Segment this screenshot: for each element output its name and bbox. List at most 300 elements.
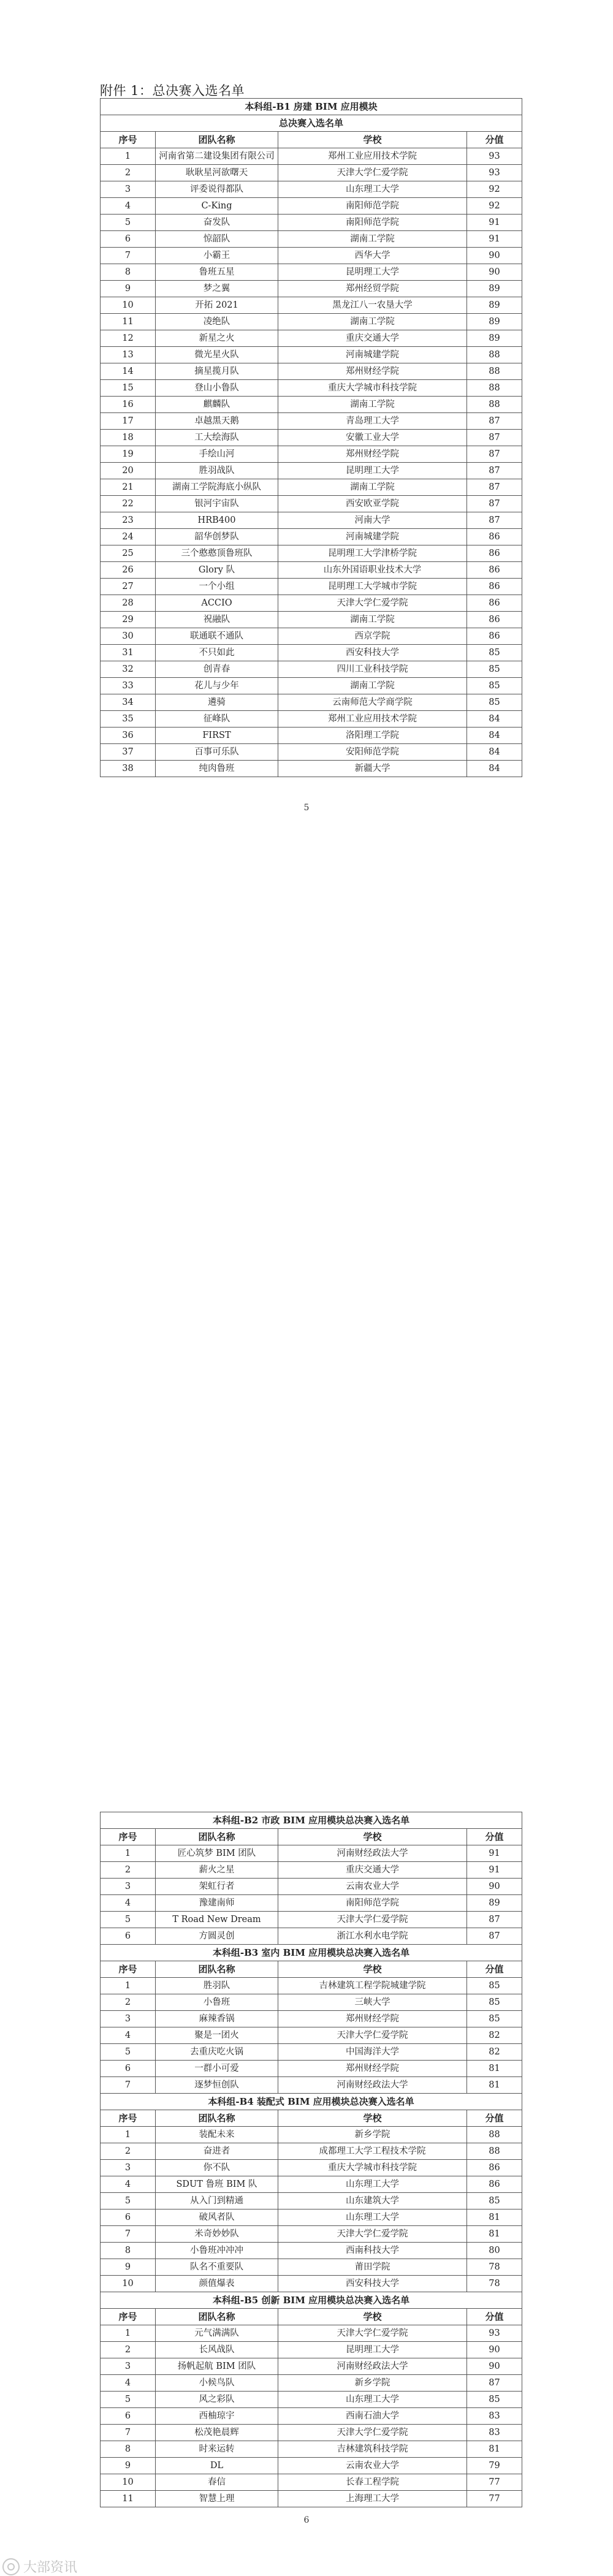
rank-cell: 5 (101, 2392, 156, 2408)
team-name-cell: 纯肉鲁班 (156, 761, 278, 777)
school-cell: 南阳师范学院 (278, 215, 467, 231)
school-cell: 山东理工大学 (278, 2176, 467, 2193)
table-row (101, 330, 522, 347)
school-cell: 重庆大学城市科技学院 (278, 380, 467, 397)
column-header-no: 序号 (101, 2309, 156, 2325)
school-cell: 西安科技大学 (278, 2276, 467, 2292)
score-cell: 84 (467, 711, 522, 728)
score-cell: 87 (467, 1928, 522, 1945)
team-name-cell: 西柚琼宇 (156, 2408, 278, 2425)
table-row (101, 612, 522, 628)
column-header-school: 学校 (278, 2110, 467, 2127)
attachment-title: 附件 1：总决赛入选名单 (100, 83, 245, 98)
school-cell: 郑州财经学院 (278, 446, 467, 463)
column-header-score: 分值 (467, 1961, 522, 1978)
team-name-cell: 联通联不通队 (156, 628, 278, 645)
rank-cell: 6 (101, 2408, 156, 2425)
table-row (101, 2425, 522, 2441)
table-row (101, 628, 522, 645)
table-row (101, 2474, 522, 2491)
team-name-cell: 遴骑 (156, 694, 278, 711)
rank-cell: 20 (101, 463, 156, 479)
table-row (101, 148, 522, 165)
table-row (101, 728, 522, 744)
page-6 (0, 852, 613, 2575)
school-cell: 天津大学仁爱学院 (278, 1912, 467, 1928)
rank-cell: 5 (101, 215, 156, 231)
school-cell: 湖南工学院 (278, 397, 467, 413)
school-cell: 浙江水利水电学院 (278, 1928, 467, 1945)
team-name-cell: 百事可乐队 (156, 744, 278, 761)
rank-cell: 9 (101, 2458, 156, 2474)
table-row (101, 595, 522, 612)
team-name-cell: 你不队 (156, 2160, 278, 2176)
table-row (101, 1994, 522, 2011)
team-name-cell: C-King (156, 198, 278, 215)
school-cell: 郑州财经学院 (278, 2011, 467, 2027)
team-name-cell: 三个憨憨顶鲁班队 (156, 545, 278, 562)
rank-cell: 3 (101, 2358, 156, 2375)
rank-cell: 17 (101, 413, 156, 430)
team-name-cell: 耿耿星河欲曙天 (156, 165, 278, 181)
team-name-cell: 一群小可爱 (156, 2061, 278, 2077)
team-name-cell: 麻辣香锅 (156, 2011, 278, 2027)
score-cell: 93 (467, 148, 522, 165)
team-name-cell: Glory 队 (156, 562, 278, 579)
school-cell: 天津大学仁爱学院 (278, 2027, 467, 2044)
column-header-no: 序号 (101, 132, 156, 148)
school-cell: 河南财经政法大学 (278, 1845, 467, 1862)
score-cell: 89 (467, 297, 522, 314)
team-name-cell: 开拓 2021 (156, 297, 278, 314)
school-cell: 西南科技大学 (278, 2243, 467, 2259)
team-name-cell: SDUT 鲁班 BIM 队 (156, 2176, 278, 2193)
team-name-cell: 米奇妙妙队 (156, 2226, 278, 2243)
rank-cell: 5 (101, 2193, 156, 2209)
rank-cell: 8 (101, 264, 156, 281)
table-row (101, 496, 522, 512)
team-name-cell: 鲁班五星 (156, 264, 278, 281)
team-name-cell: 扬帆起航 BIM 团队 (156, 2358, 278, 2375)
team-name-cell: 微光星火队 (156, 347, 278, 363)
score-cell: 92 (467, 181, 522, 198)
table-row (101, 413, 522, 430)
column-header-no: 序号 (101, 1829, 156, 1845)
score-cell: 81 (467, 2061, 522, 2077)
rank-cell: 1 (101, 1978, 156, 1994)
table-row (101, 711, 522, 728)
rank-cell: 3 (101, 181, 156, 198)
section-title: 本科组-B3 室内 BIM 应用模块总决赛入选名单 (101, 1945, 522, 1961)
section-title: 本科组-B4 装配式 BIM 应用模块总决赛入选名单 (101, 2094, 522, 2110)
team-name-cell: 胜羽队 (156, 1978, 278, 1994)
team-name-cell: HRB400 (156, 512, 278, 529)
score-cell: 83 (467, 2408, 522, 2425)
team-name-cell: 凌绝队 (156, 314, 278, 330)
section-title-row (101, 1812, 522, 1829)
school-cell: 西南石油大学 (278, 2408, 467, 2425)
table-row (101, 231, 522, 248)
school-cell: 郑州工业应用技术学院 (278, 148, 467, 165)
column-header-score: 分值 (467, 1829, 522, 1845)
column-header-score: 分值 (467, 2110, 522, 2127)
rank-cell: 13 (101, 347, 156, 363)
rank-cell: 26 (101, 562, 156, 579)
team-name-cell: 不只如此 (156, 645, 278, 661)
rank-cell: 4 (101, 2375, 156, 2392)
table-row (101, 165, 522, 181)
score-cell: 86 (467, 2176, 522, 2193)
score-cell: 87 (467, 446, 522, 463)
score-cell: 89 (467, 330, 522, 347)
school-cell: 昆明理工大学城市学院 (278, 579, 467, 595)
table-row (101, 446, 522, 463)
school-cell: 湖南工学院 (278, 314, 467, 330)
team-name-cell: 登山小鲁队 (156, 380, 278, 397)
rank-cell: 8 (101, 2441, 156, 2458)
section-title-row (101, 1945, 522, 1961)
rank-cell: 3 (101, 1879, 156, 1895)
school-cell: 昆明理工大学 (278, 463, 467, 479)
school-cell: 西京学院 (278, 628, 467, 645)
rank-cell: 3 (101, 2011, 156, 2027)
score-cell: 87 (467, 512, 522, 529)
rank-cell: 31 (101, 645, 156, 661)
school-cell: 中国海洋大学 (278, 2044, 467, 2061)
table-row (101, 1895, 522, 1912)
table-row (101, 264, 522, 281)
score-cell: 81 (467, 2226, 522, 2243)
team-name-cell: 评委说得都队 (156, 181, 278, 198)
section-title-row (101, 2292, 522, 2309)
table-row (101, 645, 522, 661)
rank-cell: 4 (101, 198, 156, 215)
table-row (101, 562, 522, 579)
rank-cell: 2 (101, 2342, 156, 2358)
team-name-cell: 方圆灵创 (156, 1928, 278, 1945)
score-cell: 85 (467, 2011, 522, 2027)
score-cell: 90 (467, 2342, 522, 2358)
table-row (101, 661, 522, 678)
team-name-cell: 新星之火 (156, 330, 278, 347)
column-header-score: 分值 (467, 132, 522, 148)
column-header-no: 序号 (101, 1961, 156, 1978)
table-row (101, 347, 522, 363)
score-cell: 87 (467, 463, 522, 479)
rank-cell: 7 (101, 2226, 156, 2243)
school-cell: 西华大学 (278, 248, 467, 264)
watermark (2, 2557, 77, 2576)
school-cell: 西安科技大学 (278, 645, 467, 661)
school-cell: 山东理工大学 (278, 181, 467, 198)
rank-cell: 5 (101, 2044, 156, 2061)
team-name-cell: T Road New Dream (156, 1912, 278, 1928)
school-cell: 重庆交通大学 (278, 1862, 467, 1879)
table-row (101, 198, 522, 215)
team-name-cell: 梦之翼 (156, 281, 278, 297)
score-cell: 86 (467, 562, 522, 579)
page-5 (0, 0, 613, 852)
school-cell: 河南城建学院 (278, 347, 467, 363)
school-cell: 河南财经政法大学 (278, 2358, 467, 2375)
table-row (101, 694, 522, 711)
score-cell: 82 (467, 2044, 522, 2061)
school-cell: 山东建筑大学 (278, 2193, 467, 2209)
school-cell: 重庆交通大学 (278, 330, 467, 347)
team-name-cell: 卓越黑天鹅 (156, 413, 278, 430)
team-name-cell: FIRST (156, 728, 278, 744)
table-row (101, 1845, 522, 1862)
score-cell: 85 (467, 645, 522, 661)
team-name-cell: 装配未来 (156, 2127, 278, 2143)
rank-cell: 36 (101, 728, 156, 744)
score-cell: 84 (467, 761, 522, 777)
team-name-cell: 小候鸟队 (156, 2375, 278, 2392)
table-row (101, 2209, 522, 2226)
school-cell: 湖南工学院 (278, 678, 467, 694)
team-name-cell: 花儿与少年 (156, 678, 278, 694)
rank-cell: 30 (101, 628, 156, 645)
table-row (101, 2259, 522, 2276)
score-cell: 77 (467, 2474, 522, 2491)
team-name-cell: 聚是一团火 (156, 2027, 278, 2044)
school-cell: 莆田学院 (278, 2259, 467, 2276)
score-cell: 88 (467, 347, 522, 363)
table-row (101, 363, 522, 380)
school-cell: 天津大学仁爱学院 (278, 595, 467, 612)
table-row (101, 1928, 522, 1945)
score-cell: 88 (467, 2127, 522, 2143)
table-row (101, 2358, 522, 2375)
rank-cell: 10 (101, 2474, 156, 2491)
table-row (101, 2160, 522, 2176)
table-row (101, 761, 522, 777)
rank-cell: 38 (101, 761, 156, 777)
team-name-cell: 征峰队 (156, 711, 278, 728)
score-cell: 90 (467, 264, 522, 281)
team-name-cell: 匠心筑梦 BIM 团队 (156, 1845, 278, 1862)
table-row (101, 529, 522, 545)
score-cell: 87 (467, 496, 522, 512)
score-cell: 88 (467, 397, 522, 413)
rank-cell: 1 (101, 2325, 156, 2342)
school-cell: 新乡学院 (278, 2375, 467, 2392)
table-row (101, 380, 522, 397)
score-cell: 89 (467, 314, 522, 330)
rank-cell: 9 (101, 2259, 156, 2276)
rank-cell: 33 (101, 678, 156, 694)
score-cell: 86 (467, 628, 522, 645)
team-name-cell: DL (156, 2458, 278, 2474)
score-cell: 90 (467, 1879, 522, 1895)
table-row (101, 579, 522, 595)
column-header-team: 团队名称 (156, 2309, 278, 2325)
rank-cell: 2 (101, 2143, 156, 2160)
team-name-cell: 奋发队 (156, 215, 278, 231)
table-row (101, 2226, 522, 2243)
table-row (101, 297, 522, 314)
table-row (101, 2143, 522, 2160)
table-row (101, 215, 522, 231)
column-header-school: 学校 (278, 1829, 467, 1845)
school-cell: 河南城建学院 (278, 529, 467, 545)
team-name-cell: 摘星揽月队 (156, 363, 278, 380)
rank-cell: 29 (101, 612, 156, 628)
rank-cell: 19 (101, 446, 156, 463)
section-subtitle-row (101, 115, 522, 132)
table-row (101, 545, 522, 562)
school-cell: 云南农业大学 (278, 2458, 467, 2474)
team-name-cell: 颜值爆表 (156, 2276, 278, 2292)
rank-cell: 10 (101, 2276, 156, 2292)
score-cell: 82 (467, 2027, 522, 2044)
score-cell: 87 (467, 479, 522, 496)
school-cell: 重庆大学城市科技学院 (278, 2160, 467, 2176)
team-name-cell: 一个小组 (156, 579, 278, 595)
score-cell: 93 (467, 165, 522, 181)
school-cell: 四川工业科技学院 (278, 661, 467, 678)
section-title: 本科组-B1 房建 BIM 应用模块 (101, 99, 522, 115)
rank-cell: 11 (101, 2491, 156, 2507)
score-cell: 81 (467, 2077, 522, 2094)
table-row (101, 2027, 522, 2044)
table-row (101, 2325, 522, 2342)
table-row (101, 2342, 522, 2358)
score-cell: 85 (467, 2193, 522, 2209)
table-row (101, 1879, 522, 1895)
score-cell: 85 (467, 2392, 522, 2408)
rank-cell: 14 (101, 363, 156, 380)
rank-cell: 34 (101, 694, 156, 711)
team-name-cell: 手绘山河 (156, 446, 278, 463)
score-cell: 85 (467, 1978, 522, 1994)
school-cell: 吉林建筑科技学院 (278, 2441, 467, 2458)
column-header-team: 团队名称 (156, 2110, 278, 2127)
score-cell: 78 (467, 2276, 522, 2292)
table-row (101, 1912, 522, 1928)
school-cell: 云南师范大学商学院 (278, 694, 467, 711)
school-cell: 成都理工大学工程技术学院 (278, 2143, 467, 2160)
table-row (101, 2408, 522, 2425)
school-cell: 山东理工大学 (278, 2209, 467, 2226)
rank-cell: 6 (101, 1928, 156, 1945)
score-cell: 86 (467, 595, 522, 612)
section-title: 本科组-B2 市政 BIM 应用模块总决赛入选名单 (101, 1812, 522, 1829)
table-row (101, 2193, 522, 2209)
b1-table (100, 98, 522, 777)
school-cell: 郑州财经学院 (278, 2061, 467, 2077)
score-cell: 88 (467, 380, 522, 397)
team-name-cell: 春信 (156, 2474, 278, 2491)
team-name-cell: 长风战队 (156, 2342, 278, 2358)
table-row (101, 678, 522, 694)
school-cell: 上海理工大学 (278, 2491, 467, 2507)
school-cell: 郑州经贸学院 (278, 281, 467, 297)
team-name-cell: 逐梦恒创队 (156, 2077, 278, 2094)
table-row (101, 1862, 522, 1879)
table-row (101, 2077, 522, 2094)
score-cell: 85 (467, 678, 522, 694)
team-name-cell: 创青春 (156, 661, 278, 678)
team-name-cell: 胜羽战队 (156, 463, 278, 479)
score-cell: 83 (467, 2425, 522, 2441)
table-row (101, 512, 522, 529)
score-cell: 89 (467, 281, 522, 297)
rank-cell: 2 (101, 1862, 156, 1879)
team-name-cell: 工大绘海队 (156, 430, 278, 446)
column-header-row (101, 2309, 522, 2325)
team-name-cell: 破风者队 (156, 2209, 278, 2226)
column-header-row (101, 2110, 522, 2127)
rank-cell: 23 (101, 512, 156, 529)
score-cell: 85 (467, 694, 522, 711)
score-cell: 90 (467, 248, 522, 264)
rank-cell: 16 (101, 397, 156, 413)
score-cell: 81 (467, 2441, 522, 2458)
column-header-score: 分值 (467, 2309, 522, 2325)
table-row (101, 2491, 522, 2507)
rank-cell: 15 (101, 380, 156, 397)
team-name-cell: 麒麟队 (156, 397, 278, 413)
rank-cell: 10 (101, 297, 156, 314)
school-cell: 郑州工业应用技术学院 (278, 711, 467, 728)
team-name-cell: 时来运转 (156, 2441, 278, 2458)
table-row (101, 2127, 522, 2143)
table-row (101, 2276, 522, 2292)
page-number: 6 (303, 2515, 310, 2525)
table-row (101, 2392, 522, 2408)
school-cell: 昆明理工大学 (278, 2342, 467, 2358)
school-cell: 湖南工学院 (278, 231, 467, 248)
score-cell: 91 (467, 1845, 522, 1862)
score-cell: 87 (467, 430, 522, 446)
team-name-cell: 从入门到精通 (156, 2193, 278, 2209)
rank-cell: 6 (101, 2209, 156, 2226)
column-header-school: 学校 (278, 1961, 467, 1978)
rank-cell: 2 (101, 165, 156, 181)
school-cell: 天津大学仁爱学院 (278, 2226, 467, 2243)
column-header-team: 团队名称 (156, 132, 278, 148)
table-row (101, 2061, 522, 2077)
score-cell: 93 (467, 2325, 522, 2342)
school-cell: 洛阳理工学院 (278, 728, 467, 744)
team-name-cell: 去重庆吃火锅 (156, 2044, 278, 2061)
school-cell: 山东理工大学 (278, 2392, 467, 2408)
score-cell: 85 (467, 1994, 522, 2011)
rank-cell: 6 (101, 2061, 156, 2077)
rank-cell: 3 (101, 2160, 156, 2176)
score-cell: 86 (467, 545, 522, 562)
school-cell: 青岛理工大学 (278, 413, 467, 430)
b2-b5-table (100, 1812, 522, 2507)
rank-cell: 18 (101, 430, 156, 446)
rank-cell: 6 (101, 231, 156, 248)
table-row (101, 2375, 522, 2392)
team-name-cell: 奋进者 (156, 2143, 278, 2160)
team-name-cell: 银河宇宙队 (156, 496, 278, 512)
table-row (101, 2044, 522, 2061)
rank-cell: 4 (101, 2176, 156, 2193)
school-cell: 南阳师范学院 (278, 1895, 467, 1912)
team-name-cell: 湖南工学院海底小纵队 (156, 479, 278, 496)
rank-cell: 12 (101, 330, 156, 347)
score-cell: 91 (467, 231, 522, 248)
school-cell: 西安欧亚学院 (278, 496, 467, 512)
school-cell: 安阳师范学院 (278, 744, 467, 761)
rank-cell: 28 (101, 595, 156, 612)
school-cell: 新乡学院 (278, 2127, 467, 2143)
school-cell: 安徽工业大学 (278, 430, 467, 446)
